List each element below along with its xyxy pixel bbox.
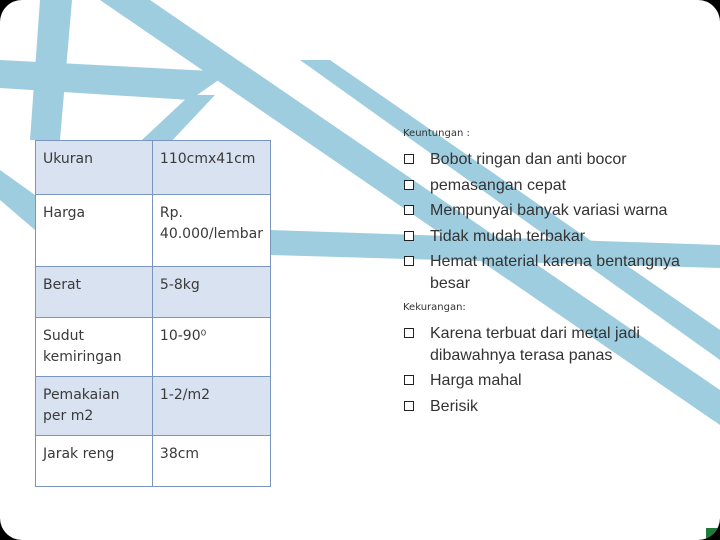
list-item-text: pemasangan cepat	[430, 176, 567, 194]
table-row	[36, 267, 271, 318]
checkbox-bullet-icon	[404, 328, 414, 338]
stripe-left-slant	[0, 170, 35, 230]
list-item-text: Bobot ringan dan anti bocor	[430, 151, 627, 168]
pros-cons-panel	[403, 128, 703, 425]
checkbox-bullet-icon	[404, 180, 414, 190]
spec-value: 5-8kg	[152, 267, 270, 318]
spec-value: 1-2/m2	[152, 377, 270, 436]
spec-key: Ukuran	[36, 141, 153, 195]
checkbox-bullet-icon	[404, 154, 414, 164]
list-item	[403, 396, 703, 418]
list-item	[403, 200, 703, 222]
table-row	[36, 195, 271, 267]
spec-key: Harga	[36, 195, 153, 267]
checkbox-bullet-icon	[404, 231, 414, 241]
table-row	[36, 377, 271, 436]
spec-key: Jarak reng	[36, 436, 153, 487]
table-row	[36, 436, 271, 487]
spec-value: 38cm	[152, 436, 270, 487]
checkbox-bullet-icon	[404, 375, 414, 385]
kekurangan-list	[403, 323, 703, 417]
keuntungan-title: Keuntungan :	[403, 128, 470, 139]
spec-value: Rp. 40.000/lembar	[152, 195, 270, 267]
list-item-text: Mempunyai banyak variasi warna	[430, 202, 668, 219]
list-item-text: Harga mahal	[430, 372, 522, 389]
list-item	[403, 175, 703, 197]
list-item	[403, 370, 703, 392]
list-item	[403, 149, 703, 171]
list-item-text: Karena terbuat dari metal jadi dibawahnya terasa panas	[430, 325, 640, 364]
list-item	[403, 251, 703, 294]
checkbox-bullet-icon	[404, 205, 414, 215]
list-item-text: Hemat material karena bentangnya besar	[430, 253, 680, 292]
spec-value: 110cmx41cm	[152, 141, 270, 195]
corner-marker	[706, 528, 720, 540]
list-item	[403, 226, 703, 248]
list-item-text: Berisik	[430, 397, 479, 415]
spec-table	[35, 140, 271, 487]
spec-key: Berat	[36, 267, 153, 318]
list-item	[403, 323, 703, 366]
spec-key: Pemakaian per m2	[36, 377, 153, 436]
list-item-text: Tidak mudah terbakar	[430, 227, 586, 245]
table-row	[36, 141, 271, 195]
checkbox-bullet-icon	[404, 256, 414, 266]
spec-key: Sudut kemiringan	[36, 318, 153, 377]
checkbox-bullet-icon	[404, 401, 414, 411]
kekurangan-title: Kekurangan:	[403, 302, 466, 313]
keuntungan-list	[403, 149, 703, 294]
spec-value: 10-90⁰	[152, 318, 270, 377]
table-row	[36, 318, 271, 377]
